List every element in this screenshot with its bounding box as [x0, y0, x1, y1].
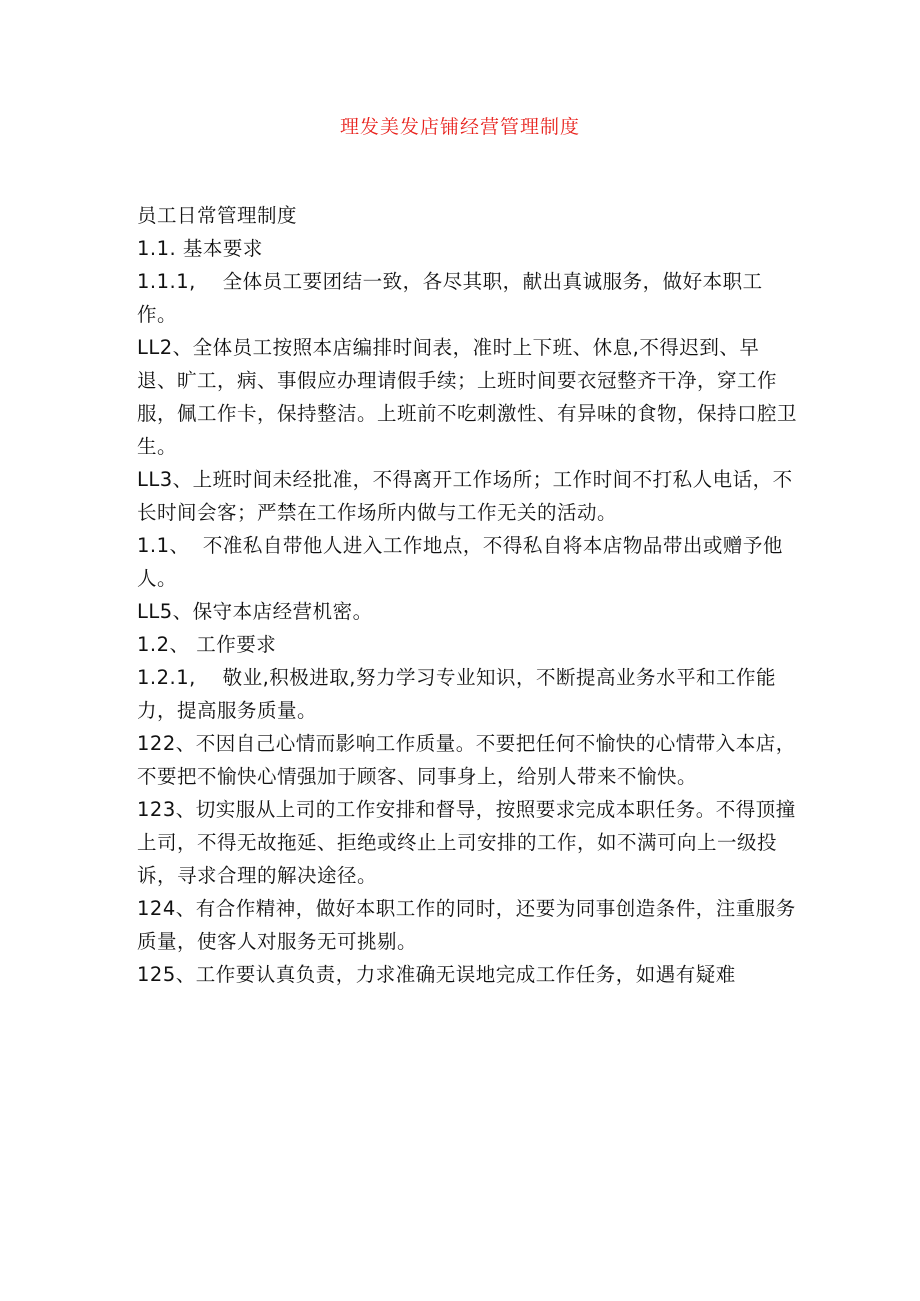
paragraph-1-2-5: 125、工作要认真负责，力求准确无误地完成工作任务，如遇有疑难	[137, 963, 736, 986]
paragraph-1-2-4: 124、有合作精神，做好本职工作的同时，还要为同事创造条件，注重服务质量，使客人对服务无可挑剔。	[137, 897, 796, 953]
paragraph-1-1-2: LL2、全体员工按照本店编排时间表，准时上下班、休息,不得迟到、早退、旷工，病、事假应办理请假手续；上班时间要衣冠整齐干净，穿工作服，佩工作卡，保持整洁。上班前不吃刺激性、有异味的食物，保持口腔卫生。	[137, 336, 798, 458]
paragraph-1-2-2: 122、不因自己心情而影响工作质量。不要把任何不愉快的心情带入本店，不要把不愉快心情强加于顾客、同事身上，给别人带来不愉快。	[137, 732, 796, 788]
paragraph-1-1-3: LL3、上班时间未经批准，不得离开工作场所；工作时间不打私人电话，不长时间会客；严禁在工作场所内做与工作无关的活动。	[137, 468, 793, 524]
subsection-heading-basic-requirements: 1.1. 基本要求	[137, 237, 263, 260]
subsection-heading-work-requirements: 1.2、 工作要求	[137, 633, 277, 656]
paragraph-1-2-3: 123、切实服从上司的工作安排和督导，按照要求完成本职任务。不得顶撞上司，不得无故拖延、拒绝或终止上司安排的工作，如不满可向上一级投诉，寻求合理的解决途径。	[137, 798, 796, 887]
section-heading: 员工日常管理制度	[137, 204, 298, 227]
document-body	[137, 199, 797, 991]
paragraph-1-1-5: LL5、保守本店经营机密。	[137, 600, 373, 623]
paragraph-1-1-4: 1.1、 不准私自带他人进入工作地点，不得私自将本店物品带出或赠予他人。	[137, 534, 783, 590]
paragraph-1-2-1: 1.2.1, 敬业,积极进取,努力学习专业知识，不断提高业务水平和工作能力，提高服务质量。	[137, 666, 777, 722]
document-title: 理发美发店铺经营管理制度	[339, 116, 580, 138]
paragraph-1-1-1: 1.1.1, 全体员工要团结一致，各尽其职，献出真诚服务，做好本职工作。	[137, 270, 763, 326]
